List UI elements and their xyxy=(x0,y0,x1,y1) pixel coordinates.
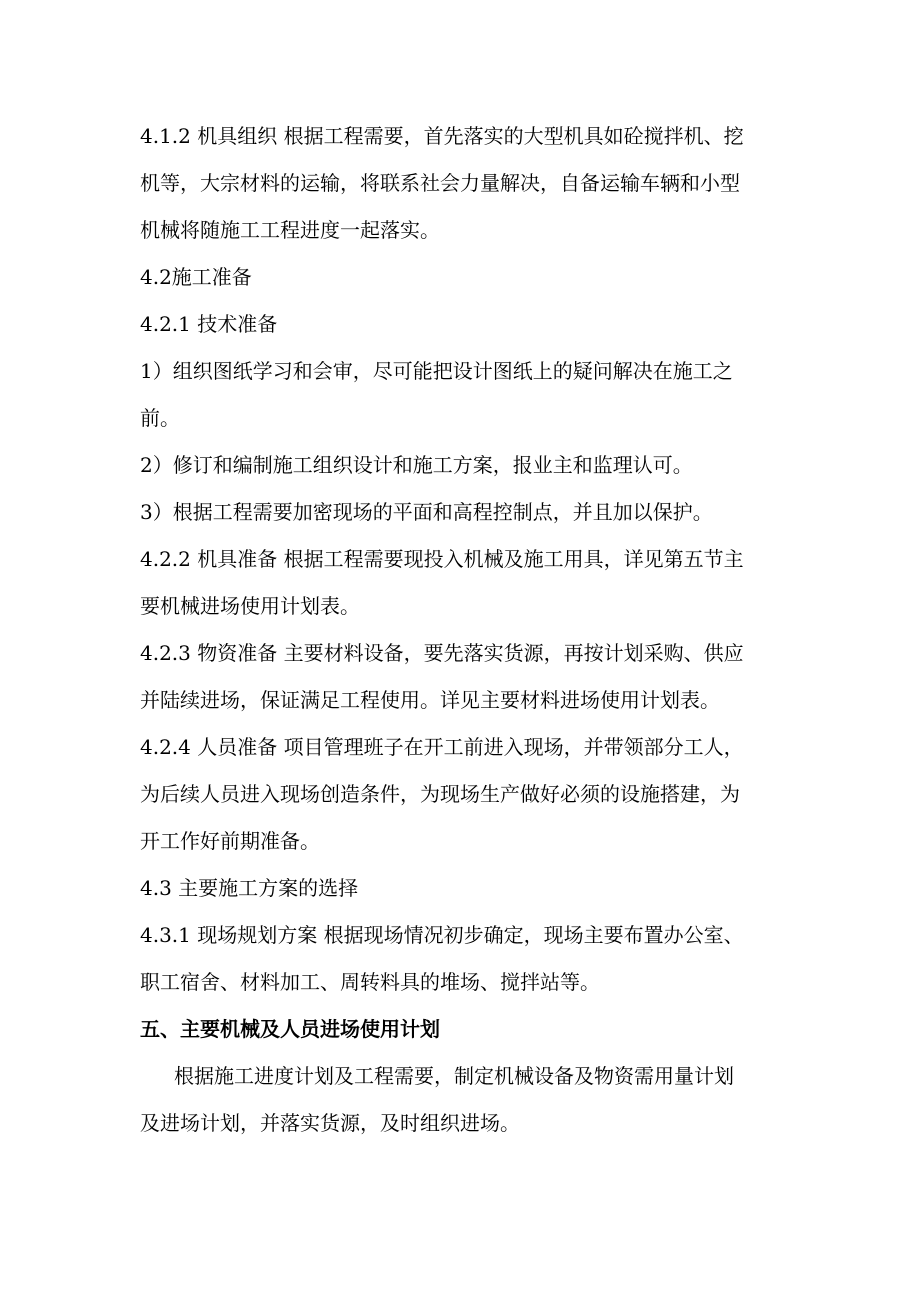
text-line: 开工作好前期准备。 xyxy=(140,829,320,853)
subsection-4-2-3: 4.2.3 物资准备 主要材料设备，要先落实货源，再按计划采购、供应 xyxy=(140,641,744,665)
document-body xyxy=(140,118,792,1152)
subsection-4-2-4: 4.2.4 人员准备 项目管理班子在开工前进入现场，并带领部分工人， xyxy=(140,735,744,759)
list-item-3: 3）根据工程需要加密现场的平面和高程控制点，并且加以保护。 xyxy=(140,500,713,524)
text-line: 机械将随施工工程进度一起落实。 xyxy=(140,218,440,242)
paragraph-line: 根据施工进度计划及工程需要，制定机械设备及物资需用量计划 xyxy=(174,1064,734,1088)
subsection-heading-4-2-1: 4.2.1 技术准备 xyxy=(140,312,278,336)
text-line: 前。 xyxy=(140,406,180,430)
section-heading-4-2: 4.2施工准备 xyxy=(140,265,252,289)
list-item-1: 1）组织图纸学习和会审，尽可能把设计图纸上的疑问解决在施工之 xyxy=(140,359,733,383)
section-heading-4-3: 4.3 主要施工方案的选择 xyxy=(140,876,359,900)
text-line: 为后续人员进入现场创造条件，为现场生产做好必须的设施搭建，为 xyxy=(140,782,740,806)
text-line: 机等，大宗材料的运输，将联系社会力量解决，自备运输车辆和小型 xyxy=(140,171,740,195)
subsection-4-3-1: 4.3.1 现场规划方案 根据现场情况初步确定，现场主要布置办公室、 xyxy=(140,923,744,947)
text-line: 并陆续进场，保证满足工程使用。详见主要材料进场使用计划表。 xyxy=(140,688,720,712)
paragraph-line: 及进场计划，并落实货源，及时组织进场。 xyxy=(140,1111,520,1135)
subsection-4-2-2: 4.2.2 机具准备 根据工程需要现投入机械及施工用具，详见第五节主 xyxy=(140,547,744,571)
list-item-2: 2）修订和编制施工组织设计和施工方案，报业主和监理认可。 xyxy=(140,453,693,477)
text-line: 要机械进场使用计划表。 xyxy=(140,594,360,618)
text-line: 职工宿舍、材料加工、周转料具的堆场、搅拌站等。 xyxy=(140,970,600,994)
text-line: 4.1.2 机具组织 根据工程需要，首先落实的大型机具如砼搅拌机、挖 xyxy=(140,124,744,148)
chapter-heading-5: 五、主要机械及人员进场使用计划 xyxy=(140,1017,440,1041)
